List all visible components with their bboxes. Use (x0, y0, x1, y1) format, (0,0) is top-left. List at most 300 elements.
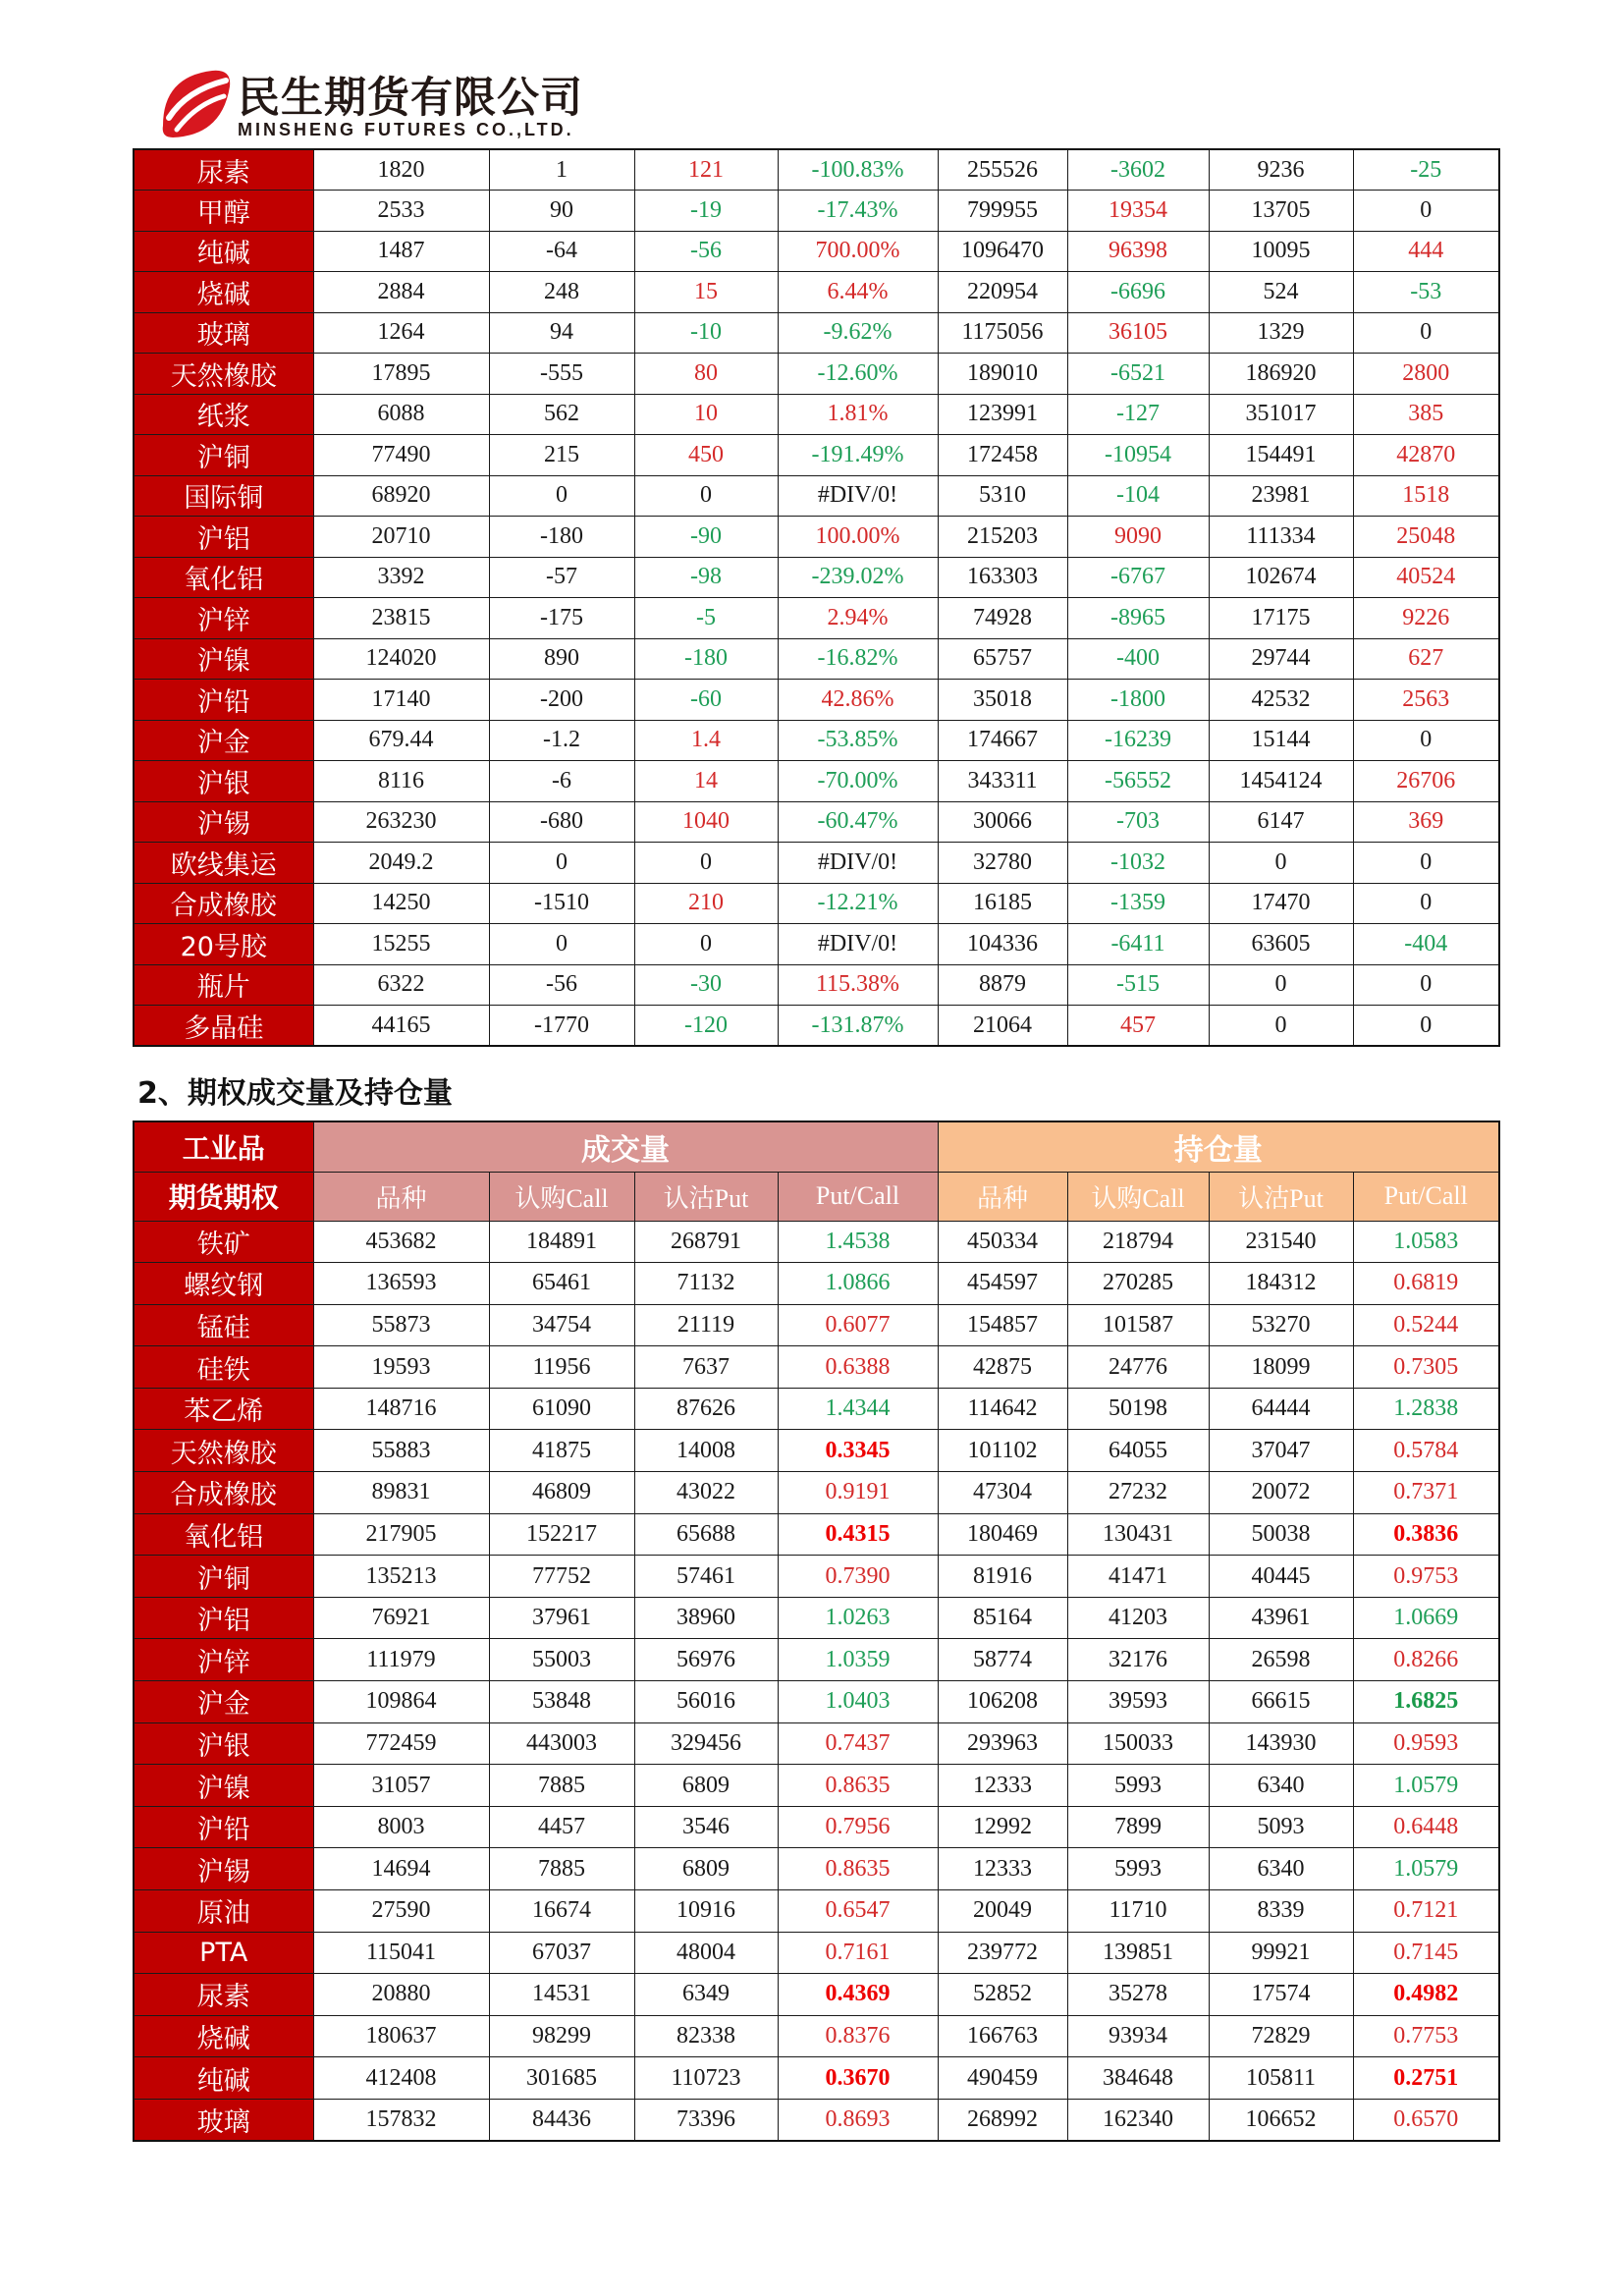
value-cell: 40524 (1353, 557, 1499, 598)
value-cell: 1264 (313, 312, 489, 354)
value-cell: 25048 (1353, 517, 1499, 558)
value-cell: 1096470 (938, 231, 1067, 272)
value-cell: 96398 (1067, 231, 1209, 272)
volume-put-call-ratio-cell: 0.6388 (778, 1346, 938, 1389)
percent-cell: -70.00% (778, 761, 938, 802)
volume-put-cell: 21119 (634, 1304, 778, 1346)
volume-put-call-ratio-cell: 0.8635 (778, 1848, 938, 1890)
value-cell: -1510 (489, 883, 634, 924)
options-row (134, 1513, 1499, 1556)
oi-total-cell: 47304 (938, 1472, 1067, 1514)
futures-row (134, 475, 1499, 517)
volume-total-cell: 217905 (313, 1513, 489, 1556)
oi-put-call-ratio-cell: 0.5244 (1353, 1304, 1499, 1346)
oi-total-cell: 114642 (938, 1388, 1067, 1430)
value-cell: 6088 (313, 394, 489, 435)
options-row (134, 1346, 1499, 1389)
value-cell: 154491 (1209, 435, 1353, 476)
value-cell: -10954 (1067, 435, 1209, 476)
value-cell: 77490 (313, 435, 489, 476)
oi-call-cell: 270285 (1067, 1263, 1209, 1305)
volume-put-cell: 71132 (634, 1263, 778, 1305)
percent-cell: 100.00% (778, 517, 938, 558)
percent-cell: 6.44% (778, 272, 938, 313)
oi-total-cell: 268992 (938, 2099, 1067, 2141)
section-heading: 2、期权成交量及持仓量 (137, 1076, 453, 1111)
variety-label: 玻璃 (134, 2099, 313, 2141)
value-cell: 17470 (1209, 883, 1353, 924)
value-cell: 1454124 (1209, 761, 1353, 802)
value-cell: 9226 (1353, 598, 1499, 639)
oi-call-cell: 93934 (1067, 2015, 1209, 2057)
value-cell: 15255 (313, 924, 489, 965)
value-cell: 36105 (1067, 312, 1209, 354)
volume-total-cell: 157832 (313, 2099, 489, 2141)
volume-total-cell: 180637 (313, 2015, 489, 2057)
volume-put-call-ratio-cell: 0.8635 (778, 1765, 938, 1807)
options-row (134, 2057, 1499, 2100)
volume-total-cell: 115041 (313, 1932, 489, 1974)
futures-row (134, 517, 1499, 558)
percent-cell: 115.38% (778, 964, 938, 1006)
oi-put-call-ratio-cell: 0.3836 (1353, 1513, 1499, 1556)
oi-put-cell: 37047 (1209, 1430, 1353, 1472)
oi-put-call-ratio-cell: 0.4982 (1353, 1974, 1499, 2016)
value-cell: -53 (1353, 272, 1499, 313)
value-cell: 65757 (938, 638, 1067, 680)
value-cell: 0 (634, 475, 778, 517)
oi-call-cell: 139851 (1067, 1932, 1209, 1974)
volume-put-call-ratio-cell: 0.8376 (778, 2015, 938, 2057)
volume-total-cell: 111979 (313, 1639, 489, 1681)
value-cell: 0 (634, 924, 778, 965)
oi-call-cell: 101587 (1067, 1304, 1209, 1346)
oi-total-cell: 58774 (938, 1639, 1067, 1681)
value-cell: 210 (634, 883, 778, 924)
volume-total-cell: 8003 (313, 1806, 489, 1848)
value-cell: -60 (634, 680, 778, 721)
volume-total-cell: 31057 (313, 1765, 489, 1807)
value-cell: -25 (1353, 149, 1499, 191)
variety-label: 沪铜 (134, 435, 313, 476)
value-cell: 0 (1353, 964, 1499, 1006)
variety-label: 沪铝 (134, 1597, 313, 1639)
futures-row (134, 801, 1499, 843)
percent-cell: -100.83% (778, 149, 938, 191)
volume-call-cell: 301685 (489, 2057, 634, 2100)
value-cell: 172458 (938, 435, 1067, 476)
percent-cell: -12.21% (778, 883, 938, 924)
volume-put-call-ratio-cell: 0.3345 (778, 1430, 938, 1472)
volume-put-cell: 48004 (634, 1932, 778, 1974)
variety-label: 瓶片 (134, 964, 313, 1006)
open-interest-sub-header: 认购Call (1067, 1172, 1209, 1221)
volume-call-cell: 37961 (489, 1597, 634, 1639)
variety-label: 沪锌 (134, 598, 313, 639)
volume-call-cell: 41875 (489, 1430, 634, 1472)
options-table-body (134, 1221, 1499, 2141)
value-cell: 220954 (938, 272, 1067, 313)
value-cell: -56 (634, 231, 778, 272)
oi-put-call-ratio-cell: 1.2838 (1353, 1388, 1499, 1430)
value-cell: 13705 (1209, 191, 1353, 232)
value-cell: 10 (634, 394, 778, 435)
options-row (134, 1472, 1499, 1514)
value-cell: 1040 (634, 801, 778, 843)
volume-total-cell: 453682 (313, 1221, 489, 1263)
futures-row (134, 761, 1499, 802)
volume-put-call-ratio-cell: 0.3670 (778, 2057, 938, 2100)
percent-cell: 42.86% (778, 680, 938, 721)
value-cell: -175 (489, 598, 634, 639)
futures-row (134, 680, 1499, 721)
oi-call-cell: 41471 (1067, 1556, 1209, 1598)
variety-label: 沪镍 (134, 1765, 313, 1807)
value-cell: 2533 (313, 191, 489, 232)
value-cell: 94 (489, 312, 634, 354)
volume-call-cell: 184891 (489, 1221, 634, 1263)
volume-put-call-ratio-cell: 1.0359 (778, 1639, 938, 1681)
value-cell: 1518 (1353, 475, 1499, 517)
oi-call-cell: 32176 (1067, 1639, 1209, 1681)
value-cell: 0 (1209, 843, 1353, 884)
value-cell: 186920 (1209, 354, 1353, 395)
percent-cell: -60.47% (778, 801, 938, 843)
volume-put-cell: 43022 (634, 1472, 778, 1514)
options-row (134, 1848, 1499, 1890)
volume-call-cell: 77752 (489, 1556, 634, 1598)
volume-call-cell: 53848 (489, 1681, 634, 1723)
volume-put-cell: 329456 (634, 1722, 778, 1765)
oi-call-cell: 384648 (1067, 2057, 1209, 2100)
options-row (134, 1388, 1499, 1430)
volume-group-header: 成交量 (313, 1121, 938, 1172)
futures-row (134, 272, 1499, 313)
oi-total-cell: 12333 (938, 1765, 1067, 1807)
value-cell: 8879 (938, 964, 1067, 1006)
value-cell: 102674 (1209, 557, 1353, 598)
oi-call-cell: 50198 (1067, 1388, 1209, 1430)
variety-label: 螺纹钢 (134, 1263, 313, 1305)
oi-call-cell: 7899 (1067, 1806, 1209, 1848)
value-cell: 68920 (313, 475, 489, 517)
value-cell: 2049.2 (313, 843, 489, 884)
volume-call-cell: 443003 (489, 1722, 634, 1765)
header-row-bottom (134, 1172, 1499, 1221)
value-cell: 163303 (938, 557, 1067, 598)
volume-put-cell: 87626 (634, 1388, 778, 1430)
oi-put-cell: 53270 (1209, 1304, 1353, 1346)
oi-put-call-ratio-cell: 0.6448 (1353, 1806, 1499, 1848)
percent-cell: #DIV/0! (778, 843, 938, 884)
percent-cell: #DIV/0! (778, 475, 938, 517)
value-cell: 30066 (938, 801, 1067, 843)
variety-label: 欧线集运 (134, 843, 313, 884)
value-cell: -1.2 (489, 720, 634, 761)
value-cell: 0 (1353, 1006, 1499, 1047)
futures-row (134, 354, 1499, 395)
value-cell: 104336 (938, 924, 1067, 965)
volume-put-cell: 6809 (634, 1765, 778, 1807)
volume-call-cell: 16674 (489, 1890, 634, 1933)
futures-row (134, 394, 1499, 435)
volume-put-call-ratio-cell: 0.4315 (778, 1513, 938, 1556)
volume-put-cell: 110723 (634, 2057, 778, 2100)
variety-label: 玻璃 (134, 312, 313, 354)
variety-label: 天然橡胶 (134, 1430, 313, 1472)
futures-row (134, 598, 1499, 639)
oi-put-cell: 66615 (1209, 1681, 1353, 1723)
value-cell: -6 (489, 761, 634, 802)
options-row (134, 1221, 1499, 1263)
value-cell: 189010 (938, 354, 1067, 395)
value-cell: 19354 (1067, 191, 1209, 232)
oi-call-cell: 162340 (1067, 2099, 1209, 2141)
volume-call-cell: 46809 (489, 1472, 634, 1514)
options-row (134, 1765, 1499, 1807)
volume-call-cell: 4457 (489, 1806, 634, 1848)
options-row (134, 2099, 1499, 2141)
percent-cell: -191.49% (778, 435, 938, 476)
value-cell: 343311 (938, 761, 1067, 802)
volume-put-call-ratio-cell: 0.7956 (778, 1806, 938, 1848)
futures-row (134, 638, 1499, 680)
volume-put-call-ratio-cell: 1.4538 (778, 1221, 938, 1263)
value-cell: 63605 (1209, 924, 1353, 965)
oi-call-cell: 5993 (1067, 1765, 1209, 1807)
variety-label: 沪镍 (134, 638, 313, 680)
oi-call-cell: 218794 (1067, 1221, 1209, 1263)
oi-put-cell: 43961 (1209, 1597, 1353, 1639)
variety-label: 沪铜 (134, 1556, 313, 1598)
futures-table-body (134, 149, 1499, 1046)
oi-put-cell: 18099 (1209, 1346, 1353, 1389)
oi-put-call-ratio-cell: 0.2751 (1353, 2057, 1499, 2100)
volume-total-cell: 27590 (313, 1890, 489, 1933)
value-cell: 2800 (1353, 354, 1499, 395)
value-cell: 74928 (938, 598, 1067, 639)
variety-label: 苯乙烯 (134, 1388, 313, 1430)
value-cell: 29744 (1209, 638, 1353, 680)
company-name-cn: 民生期货有限公司 (238, 74, 583, 123)
oi-put-call-ratio-cell: 0.7121 (1353, 1890, 1499, 1933)
oi-total-cell: 81916 (938, 1556, 1067, 1598)
options-row (134, 1430, 1499, 1472)
value-cell: 0 (1353, 720, 1499, 761)
volume-total-cell: 772459 (313, 1722, 489, 1765)
variety-label: 氧化铝 (134, 557, 313, 598)
value-cell: 42870 (1353, 435, 1499, 476)
oi-call-cell: 24776 (1067, 1346, 1209, 1389)
volume-put-call-ratio-cell: 1.0403 (778, 1681, 938, 1723)
oi-put-call-ratio-cell: 0.7371 (1353, 1472, 1499, 1514)
value-cell: 351017 (1209, 394, 1353, 435)
oi-total-cell: 454597 (938, 1263, 1067, 1305)
volume-put-cell: 73396 (634, 2099, 778, 2141)
oi-put-cell: 8339 (1209, 1890, 1353, 1933)
oi-total-cell: 293963 (938, 1722, 1067, 1765)
options-table-header (134, 1121, 1499, 1221)
corner-header-bottom: 期货期权 (134, 1172, 313, 1221)
oi-call-cell: 130431 (1067, 1513, 1209, 1556)
volume-total-cell: 55883 (313, 1430, 489, 1472)
value-cell: 679.44 (313, 720, 489, 761)
volume-put-cell: 56976 (634, 1639, 778, 1681)
value-cell: -6521 (1067, 354, 1209, 395)
value-cell: 23981 (1209, 475, 1353, 517)
oi-put-cell: 17574 (1209, 1974, 1353, 2016)
value-cell: 248 (489, 272, 634, 313)
variety-label: 20号胶 (134, 924, 313, 965)
value-cell: 799955 (938, 191, 1067, 232)
value-cell: -30 (634, 964, 778, 1006)
value-cell: -1032 (1067, 843, 1209, 884)
oi-put-call-ratio-cell: 0.5784 (1353, 1430, 1499, 1472)
value-cell: 215 (489, 435, 634, 476)
volume-put-call-ratio-cell: 0.6547 (778, 1890, 938, 1933)
value-cell: 10095 (1209, 231, 1353, 272)
variety-label: 沪金 (134, 1681, 313, 1723)
value-cell: 1329 (1209, 312, 1353, 354)
percent-cell: -16.82% (778, 638, 938, 680)
variety-label: 纸浆 (134, 394, 313, 435)
oi-total-cell: 20049 (938, 1890, 1067, 1933)
futures-row (134, 924, 1499, 965)
volume-call-cell: 14531 (489, 1974, 634, 2016)
value-cell: -5 (634, 598, 778, 639)
oi-total-cell: 12992 (938, 1806, 1067, 1848)
volume-put-cell: 10916 (634, 1890, 778, 1933)
volume-sub-header: Put/Call (778, 1172, 938, 1221)
value-cell: -3602 (1067, 149, 1209, 191)
futures-row (134, 312, 1499, 354)
variety-label: 纯碱 (134, 231, 313, 272)
futures-row (134, 883, 1499, 924)
oi-put-call-ratio-cell: 0.7305 (1353, 1346, 1499, 1389)
oi-put-cell: 105811 (1209, 2057, 1353, 2100)
variety-label: 沪银 (134, 1722, 313, 1765)
volume-put-call-ratio-cell: 0.6077 (778, 1304, 938, 1346)
volume-put-cell: 82338 (634, 2015, 778, 2057)
oi-call-cell: 35278 (1067, 1974, 1209, 2016)
value-cell: 1 (489, 149, 634, 191)
volume-put-cell: 6349 (634, 1974, 778, 2016)
variety-label: 纯碱 (134, 2057, 313, 2100)
oi-call-cell: 27232 (1067, 1472, 1209, 1514)
percent-cell: -239.02% (778, 557, 938, 598)
value-cell: -400 (1067, 638, 1209, 680)
oi-put-cell: 6340 (1209, 1848, 1353, 1890)
variety-label: 沪锌 (134, 1639, 313, 1681)
variety-label: 铁矿 (134, 1221, 313, 1263)
futures-row (134, 191, 1499, 232)
value-cell: 6147 (1209, 801, 1353, 843)
options-row (134, 1890, 1499, 1933)
futures-row (134, 1006, 1499, 1047)
options-row (134, 1974, 1499, 2016)
volume-total-cell: 20880 (313, 1974, 489, 2016)
volume-put-call-ratio-cell: 0.7390 (778, 1556, 938, 1598)
variety-label: 沪铝 (134, 517, 313, 558)
value-cell: 385 (1353, 394, 1499, 435)
value-cell: 9236 (1209, 149, 1353, 191)
value-cell: 0 (489, 843, 634, 884)
value-cell: 124020 (313, 638, 489, 680)
open-interest-group-header: 持仓量 (938, 1121, 1499, 1172)
open-interest-sub-header: Put/Call (1353, 1172, 1499, 1221)
value-cell: 0 (1353, 883, 1499, 924)
value-cell: -200 (489, 680, 634, 721)
variety-label: 尿素 (134, 1974, 313, 2016)
variety-label: 原油 (134, 1890, 313, 1933)
volume-call-cell: 67037 (489, 1932, 634, 1974)
value-cell: -57 (489, 557, 634, 598)
oi-call-cell: 64055 (1067, 1430, 1209, 1472)
options-row (134, 1556, 1499, 1598)
oi-put-cell: 6340 (1209, 1765, 1353, 1807)
value-cell: 0 (1209, 964, 1353, 1006)
value-cell: 35018 (938, 680, 1067, 721)
value-cell: -6767 (1067, 557, 1209, 598)
open-interest-sub-header: 品种 (938, 1172, 1067, 1221)
volume-put-call-ratio-cell: 1.0263 (778, 1597, 938, 1639)
variety-label: 烧碱 (134, 272, 313, 313)
value-cell: -104 (1067, 475, 1209, 517)
percent-cell: 700.00% (778, 231, 938, 272)
value-cell: 0 (1209, 1006, 1353, 1047)
value-cell: -64 (489, 231, 634, 272)
oi-put-cell: 40445 (1209, 1556, 1353, 1598)
variety-label: 合成橡胶 (134, 883, 313, 924)
oi-put-cell: 72829 (1209, 2015, 1353, 2057)
oi-put-cell: 231540 (1209, 1221, 1353, 1263)
variety-label: 沪锡 (134, 1848, 313, 1890)
percent-cell: 2.94% (778, 598, 938, 639)
value-cell: -6696 (1067, 272, 1209, 313)
value-cell: 0 (489, 475, 634, 517)
value-cell: -1800 (1067, 680, 1209, 721)
value-cell: 44165 (313, 1006, 489, 1047)
oi-put-cell: 143930 (1209, 1722, 1353, 1765)
options-volume-oi-table (133, 1121, 1500, 2142)
value-cell: 215203 (938, 517, 1067, 558)
futures-row (134, 843, 1499, 884)
oi-put-cell: 50038 (1209, 1513, 1353, 1556)
variety-label: 合成橡胶 (134, 1472, 313, 1514)
value-cell: 20710 (313, 517, 489, 558)
volume-call-cell: 61090 (489, 1388, 634, 1430)
value-cell: -56 (489, 964, 634, 1006)
oi-put-call-ratio-cell: 0.7753 (1353, 2015, 1499, 2057)
oi-total-cell: 450334 (938, 1221, 1067, 1263)
oi-call-cell: 39593 (1067, 1681, 1209, 1723)
volume-total-cell: 89831 (313, 1472, 489, 1514)
oi-total-cell: 154857 (938, 1304, 1067, 1346)
value-cell: -19 (634, 191, 778, 232)
value-cell: 890 (489, 638, 634, 680)
value-cell: 111334 (1209, 517, 1353, 558)
value-cell: 80 (634, 354, 778, 395)
oi-call-cell: 41203 (1067, 1597, 1209, 1639)
value-cell: -703 (1067, 801, 1209, 843)
volume-total-cell: 76921 (313, 1597, 489, 1639)
oi-put-cell: 5093 (1209, 1806, 1353, 1848)
value-cell: -90 (634, 517, 778, 558)
value-cell: 6322 (313, 964, 489, 1006)
oi-total-cell: 52852 (938, 1974, 1067, 2016)
value-cell: -120 (634, 1006, 778, 1047)
value-cell: 9090 (1067, 517, 1209, 558)
